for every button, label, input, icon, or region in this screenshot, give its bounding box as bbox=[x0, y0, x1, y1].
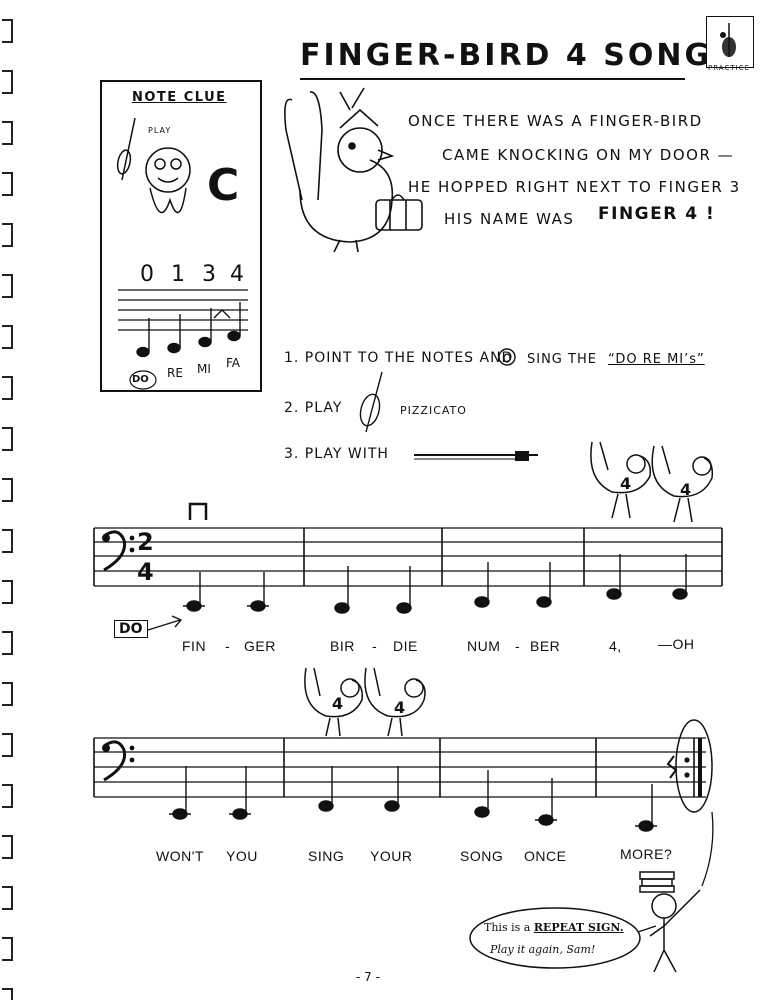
speech-bubble bbox=[470, 908, 640, 968]
callout-prefix: This is a bbox=[484, 921, 531, 934]
story-line-3: HE HOPPED RIGHT NEXT TO FINGER 3 bbox=[408, 178, 741, 196]
practice-label: PRACTICE bbox=[708, 64, 751, 72]
lyric: YOU bbox=[226, 848, 258, 864]
note-clue-heading: NOTE CLUE bbox=[132, 90, 227, 105]
lyric: - bbox=[515, 638, 521, 654]
lyric: YOUR bbox=[370, 848, 413, 864]
note-letter: C bbox=[207, 160, 240, 211]
bird-number: 4 bbox=[332, 694, 344, 713]
lyric: —OH bbox=[658, 636, 695, 652]
lyric: WON'T bbox=[156, 848, 204, 864]
finger-3: 3 bbox=[202, 262, 216, 287]
lyric: 4, bbox=[609, 638, 622, 654]
finger-4: 4 bbox=[230, 262, 244, 287]
man-with-books-icon bbox=[640, 872, 700, 972]
finger-1: 1 bbox=[171, 262, 185, 287]
callout-emphasis: REPEAT SIGN. bbox=[533, 921, 624, 934]
story-line-2: CAME KNOCKING ON MY DOOR — bbox=[442, 146, 735, 164]
step-2-pizzicato: PIZZICATO bbox=[400, 404, 467, 417]
lyric: SONG bbox=[460, 848, 504, 864]
syllable-do: DO bbox=[132, 374, 149, 385]
lyric: BER bbox=[530, 638, 561, 654]
step-3-text: 3. PLAY WITH bbox=[284, 446, 389, 462]
lyric: DIE bbox=[393, 638, 418, 654]
lyric: NUM bbox=[467, 638, 501, 654]
time-signature-bottom: 4 bbox=[137, 558, 154, 586]
lyric: FIN bbox=[182, 638, 207, 654]
lyric: MORE? bbox=[620, 846, 673, 862]
do-marker: DO bbox=[114, 620, 148, 638]
step-2-text: 2. PLAY bbox=[284, 400, 343, 416]
story-emphasis: FINGER 4 ! bbox=[598, 204, 716, 224]
syllable-fa: FA bbox=[226, 356, 241, 370]
page-title: FINGER-BIRD 4 SONG bbox=[300, 38, 713, 73]
lyric: ONCE bbox=[524, 848, 567, 864]
story-line-4: HIS NAME WAS bbox=[444, 210, 575, 228]
syllable-mi: MI bbox=[197, 362, 211, 376]
lyric: BIR bbox=[330, 638, 355, 654]
lyric: GER bbox=[244, 638, 276, 654]
lyric: - bbox=[225, 638, 231, 654]
step-1-sing: SING THE bbox=[527, 352, 597, 367]
bird-number: 4 bbox=[680, 480, 692, 499]
syllable-re: RE bbox=[167, 366, 183, 380]
bird-number: 4 bbox=[394, 698, 406, 717]
step-1-text: 1. POINT TO THE NOTES AND bbox=[284, 350, 514, 366]
story-line-1: ONCE THERE WAS A FINGER-BIRD bbox=[408, 112, 703, 130]
bird-number: 4 bbox=[620, 474, 632, 493]
callout-line-2: Play it again, Sam! bbox=[490, 943, 596, 956]
callout-line-1 bbox=[484, 921, 624, 934]
finger-0: 0 bbox=[140, 262, 154, 287]
play-label: PLAY bbox=[148, 126, 172, 135]
page-number: - 7 - bbox=[356, 970, 380, 984]
lyric: SING bbox=[308, 848, 345, 864]
step-1-quote: “DO RE MI’s” bbox=[608, 352, 705, 367]
lyric: - bbox=[372, 638, 378, 654]
time-signature-top: 2 bbox=[137, 528, 154, 556]
